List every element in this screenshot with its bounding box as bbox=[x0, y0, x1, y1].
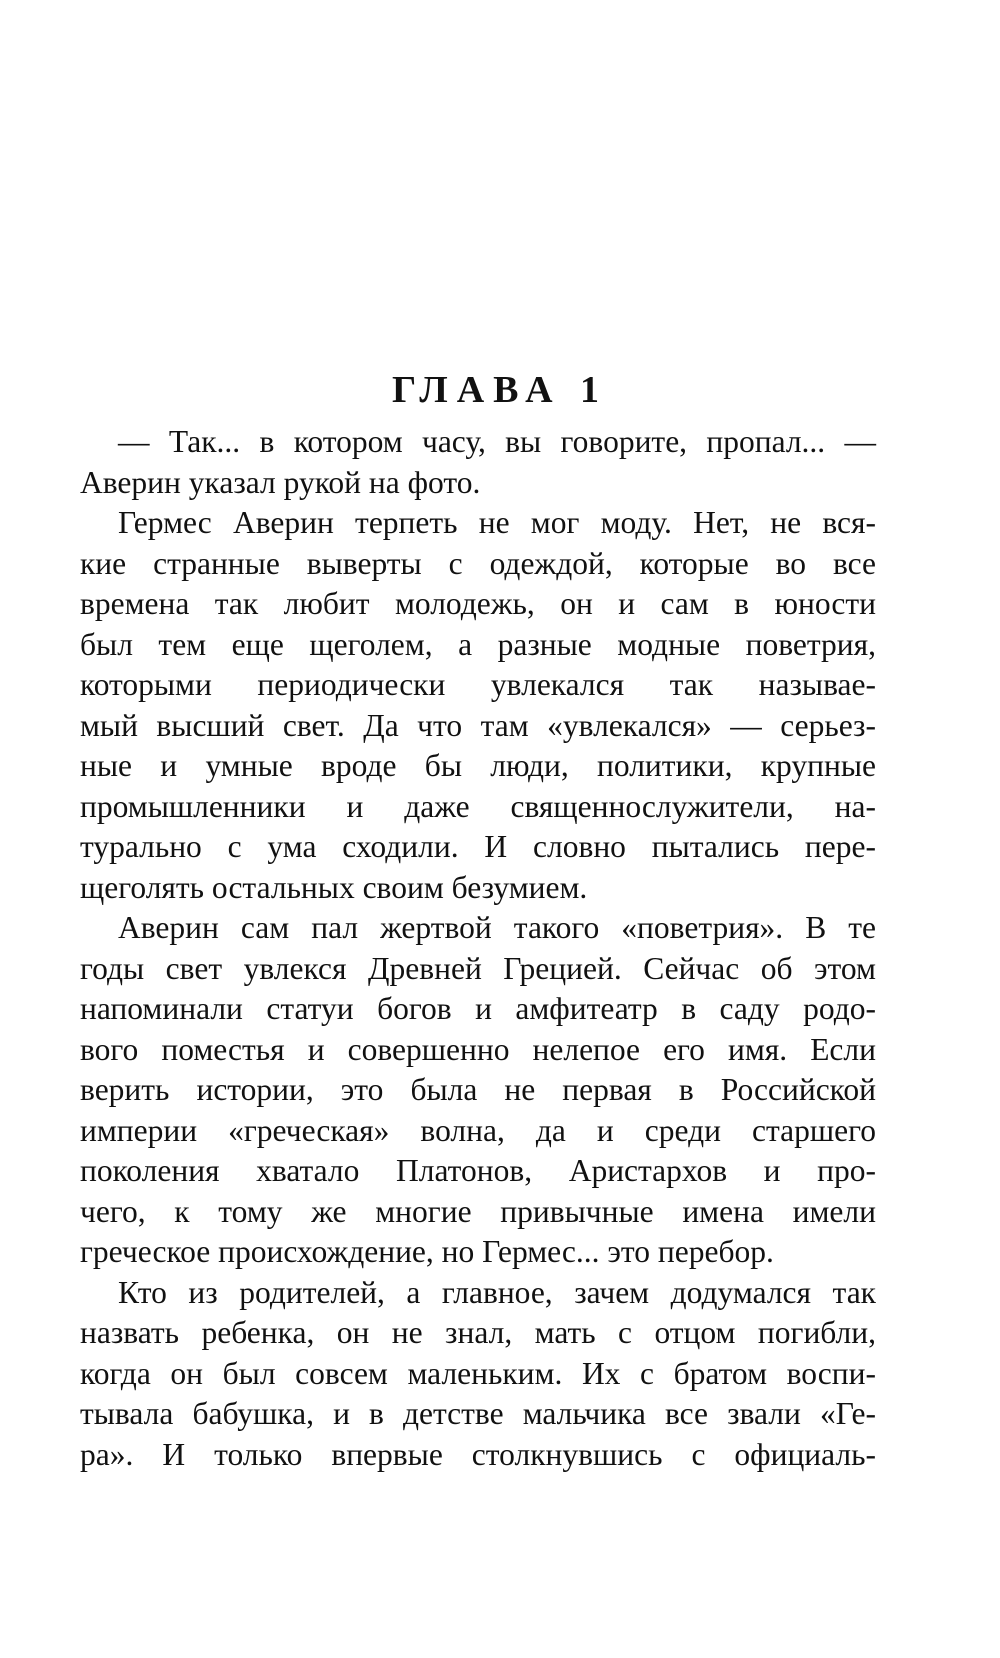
text-line: щеголять остальных своим безумием. bbox=[80, 869, 588, 905]
paragraph-1 bbox=[80, 422, 876, 503]
text-line: промышленники и даже священнослужители, на- bbox=[80, 788, 876, 824]
text-line: времена так любит молодежь, он и сам в юности bbox=[80, 586, 876, 621]
text-line: греческое происхождение, но Гермес... это перебор. bbox=[80, 1234, 774, 1269]
text-line: когда он был совсем маленьким. Их с братом воспи- bbox=[80, 1355, 876, 1391]
text-line: Аверин указал рукой на фото. bbox=[80, 464, 481, 500]
text-line: вого поместья и совершенно нелепое его имя. Если bbox=[80, 1031, 876, 1067]
text-line: империи «греческая» волна, да и среди старшего bbox=[80, 1112, 876, 1148]
text-line: чего, к тому же многие привычные имена имели bbox=[80, 1193, 876, 1229]
text-line: тывала бабушка, и в детстве мальчика все звали «Ге- bbox=[80, 1396, 876, 1431]
paragraph-4 bbox=[80, 1273, 876, 1476]
text-line: турально с ума сходили. И словно пытались пере- bbox=[80, 829, 876, 864]
text-line: Гермес Аверин терпеть не мог моду. Нет, не вся- bbox=[118, 505, 876, 540]
text-line: кие странные выверты с одеждой, которые во все bbox=[80, 545, 876, 581]
paragraph-2 bbox=[80, 503, 876, 908]
text-line: ные и умные вроде бы люди, политики, крупные bbox=[80, 748, 876, 783]
text-line: Кто из родителей, а главное, зачем додумался так bbox=[118, 1274, 876, 1310]
text-line: Аверин сам пал жертвой такого «поветрия». В те bbox=[118, 910, 876, 945]
text-line: назвать ребенка, он не знал, мать с отцом погибли, bbox=[80, 1315, 876, 1350]
text-line: поколения хватало Платонов, Аристархов и про- bbox=[80, 1153, 876, 1188]
text-line: которыми периодически увлекался так называе- bbox=[80, 667, 876, 702]
chapter-title: ГЛАВА 1 bbox=[391, 369, 609, 411]
text-line: мый высший свет. Да что там «увлекался» — серьез- bbox=[80, 707, 876, 743]
text-line: ра». И только впервые столкнувшись с официаль- bbox=[80, 1436, 876, 1472]
text-line: — Так... в котором часу, вы говорите, пропал... — bbox=[118, 424, 876, 459]
paragraph-3 bbox=[80, 908, 876, 1273]
chapter-body bbox=[80, 422, 876, 1475]
text-line: напоминали статуи богов и амфитеатр в саду родо- bbox=[80, 991, 876, 1026]
text-line: годы свет увлекся Древней Грецией. Сейчас об этом bbox=[80, 950, 876, 986]
text-line: верить истории, это была не первая в Российской bbox=[80, 1072, 876, 1107]
text-line: был тем еще щеголем, а разные модные поветрия, bbox=[80, 626, 876, 662]
